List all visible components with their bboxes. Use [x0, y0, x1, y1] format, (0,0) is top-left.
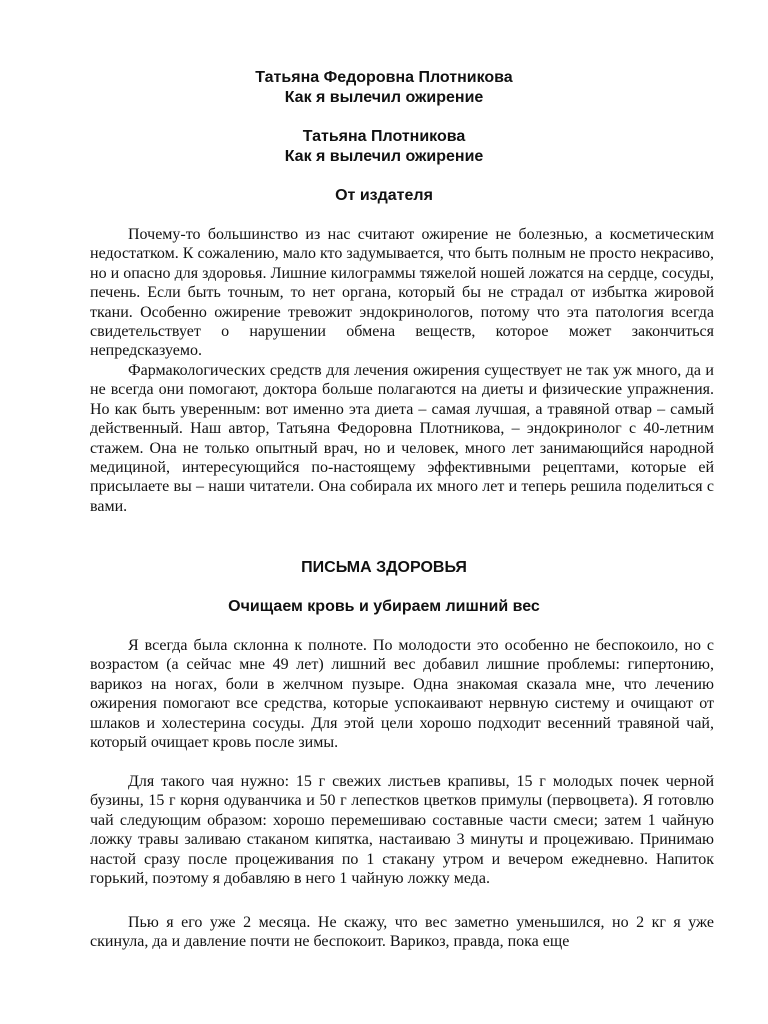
letter-paragraph-1: Я всегда была склонна к полноте. По молодости это особенно не беспокоило, но с возрастом (а сейчас мне 49 лет) лишний вес добавил лишние проблемы: гипертонию, варикоз на ногах, боли в желчном пузыре. Одна знакомая сказала мне, что лечению ожирения помогают все средства, которые успокаивают нервную систему и очищают от шлаков и холестерина сосуды. Для этой цели хорошо подходит весенний травяной чай, который очищает кровь после зимы. [90, 637, 714, 752]
book-title: Как я вылечил ожирение [284, 89, 484, 106]
letter-paragraph-2: Для такого чая нужно: 15 г свежих листьев крапивы, 15 г молодых почек черной бузины, 15 г корня одуванчика и 50 г лепестков цветков примулы (первоцвета). Я готовлю чай следующим образом: хорошо перемешиваю составные части смеси; затем 1 чайную ложку травы заливаю стаканом кипятка, настаиваю 3 минуты и процеживаю. Принимаю настой сразу после процеживания по 1 стакану утром и вечером ежедневно. Напиток горький, поэтому я добавляю в него 1 чайную ложку меда. [90, 773, 714, 888]
author-full-name: Татьяна Федоровна Плотникова [255, 69, 513, 86]
letter-paragraph-3: Пью я его уже 2 месяца. Не скажу, что вес заметно уменьшился, но 2 кг я уже скинула, да и давление почти не беспокоит. Варикоз, правда, пока еще [90, 914, 714, 951]
publisher-paragraph-2: Фармакологических средств для лечения ожирения существует не так уж много, да и не всегда они помогают, доктора больше полагаются на диеты и физические упражнения. Но как быть уверенным: вот именно эта диета – самая лучшая, а травяной отвар – самый действенный. Наш автор, Татьяна Федоровна Плотникова, – эндокринолог с 40-летним стажем. Она не только опытный врач, но и человек, много лет занимающийся народной медициной, интересующийся по-настоящему эффективными рецептами, которые ей присылаете вы – наши читатели. Она собирала их много лет и теперь решила поделиться с вами. [90, 362, 714, 515]
publisher-paragraph-1: Почему-то большинство из нас считают ожирение не болезнью, а косметическим недостатком. К сожалению, мало кто задумывается, что быть полным не просто некрасиво, но и опасно для здоровья. Лишние килограммы тяжелой ношей ложатся на сердце, сосуды, печень. Если быть точным, то нет органа, который бы не страдал от избытка жировой ткани. Особенно ожирение тревожит эндокринологов, потому что эта патология всегда свидетельствует о нарушении обмена веществ, которое может закончиться непредсказуемо. [90, 226, 714, 360]
letter-heading: Очищаем кровь и убираем лишний вес [228, 598, 540, 615]
section-heading: ПИСЬМА ЗДОРОВЬЯ [301, 559, 467, 576]
author-short-name: Татьяна Плотникова [302, 128, 466, 145]
book-title-repeat: Как я вылечил ожирение [284, 148, 484, 165]
publisher-heading: От издателя [335, 187, 433, 204]
